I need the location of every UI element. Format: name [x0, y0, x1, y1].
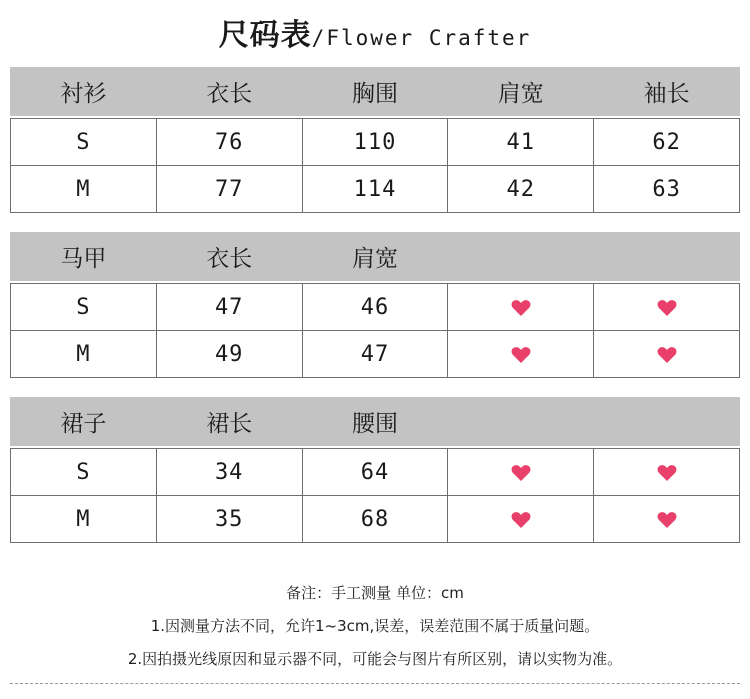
size-table-skirt	[10, 397, 740, 543]
size-cell: M	[11, 496, 157, 543]
table-row	[11, 496, 740, 543]
header-cell	[594, 233, 740, 281]
table-row	[11, 449, 740, 496]
bottom-divider	[10, 683, 740, 684]
title-chinese: 尺码表	[218, 18, 312, 53]
table-row	[11, 166, 740, 213]
value-cell: 76	[156, 119, 302, 166]
header-cell: 衣长	[156, 233, 302, 281]
size-cell: M	[11, 331, 157, 378]
table-header-row	[11, 233, 740, 281]
filler-cell	[448, 496, 594, 543]
title-brand: /Flower Crafter	[311, 26, 532, 50]
value-cell: 64	[302, 449, 448, 496]
header-cell: 肩宽	[302, 233, 448, 281]
header-cell: 衬衫	[11, 68, 157, 116]
heart-icon	[657, 299, 677, 317]
heart-icon	[657, 511, 677, 529]
heart-icon	[511, 511, 531, 529]
header-cell: 胸围	[302, 68, 448, 116]
value-cell: 42	[448, 166, 594, 213]
header-cell: 衣长	[156, 68, 302, 116]
value-cell: 34	[156, 449, 302, 496]
header-cell	[448, 233, 594, 281]
note-heading: 备注：手工测量 单位：cm	[286, 584, 464, 602]
value-cell: 68	[302, 496, 448, 543]
value-cell: 41	[448, 119, 594, 166]
filler-cell	[448, 331, 594, 378]
size-cell: M	[11, 166, 157, 213]
heart-icon	[511, 464, 531, 482]
header-cell: 肩宽	[448, 68, 594, 116]
page-title	[0, 10, 750, 54]
table-row	[11, 331, 740, 378]
table-header-row	[11, 68, 740, 116]
heart-icon	[657, 346, 677, 364]
value-cell: 46	[302, 284, 448, 331]
filler-cell	[594, 496, 740, 543]
table-row	[11, 284, 740, 331]
header-cell: 腰围	[302, 398, 448, 446]
value-cell: 49	[156, 331, 302, 378]
header-cell: 袖长	[594, 68, 740, 116]
filler-cell	[594, 331, 740, 378]
heart-icon	[657, 464, 677, 482]
value-cell: 77	[156, 166, 302, 213]
value-cell: 110	[302, 119, 448, 166]
heart-icon	[511, 299, 531, 317]
value-cell: 47	[302, 331, 448, 378]
value-cell: 62	[594, 119, 740, 166]
value-cell: 47	[156, 284, 302, 331]
value-cell: 114	[302, 166, 448, 213]
filler-cell	[594, 449, 740, 496]
size-cell: S	[11, 449, 157, 496]
note-item: 2.因拍摄光线原因和显示器不同，可能会与图片有所区别，请以实物为准。	[127, 650, 623, 668]
size-table-vest	[10, 232, 740, 378]
filler-cell	[448, 284, 594, 331]
size-cell: S	[11, 119, 157, 166]
header-cell: 马甲	[11, 233, 157, 281]
table-header-row	[11, 398, 740, 446]
note-item: 1.因测量方法不同，允许1~3cm,误差，误差范围不属于质量问题。	[150, 617, 600, 635]
filler-cell	[594, 284, 740, 331]
value-cell: 63	[594, 166, 740, 213]
heart-icon	[511, 346, 531, 364]
header-cell	[448, 398, 594, 446]
header-cell: 裙子	[11, 398, 157, 446]
size-table-shirt	[10, 67, 740, 213]
header-cell	[594, 398, 740, 446]
header-cell: 裙长	[156, 398, 302, 446]
size-cell: S	[11, 284, 157, 331]
table-row	[11, 119, 740, 166]
value-cell: 35	[156, 496, 302, 543]
filler-cell	[448, 449, 594, 496]
